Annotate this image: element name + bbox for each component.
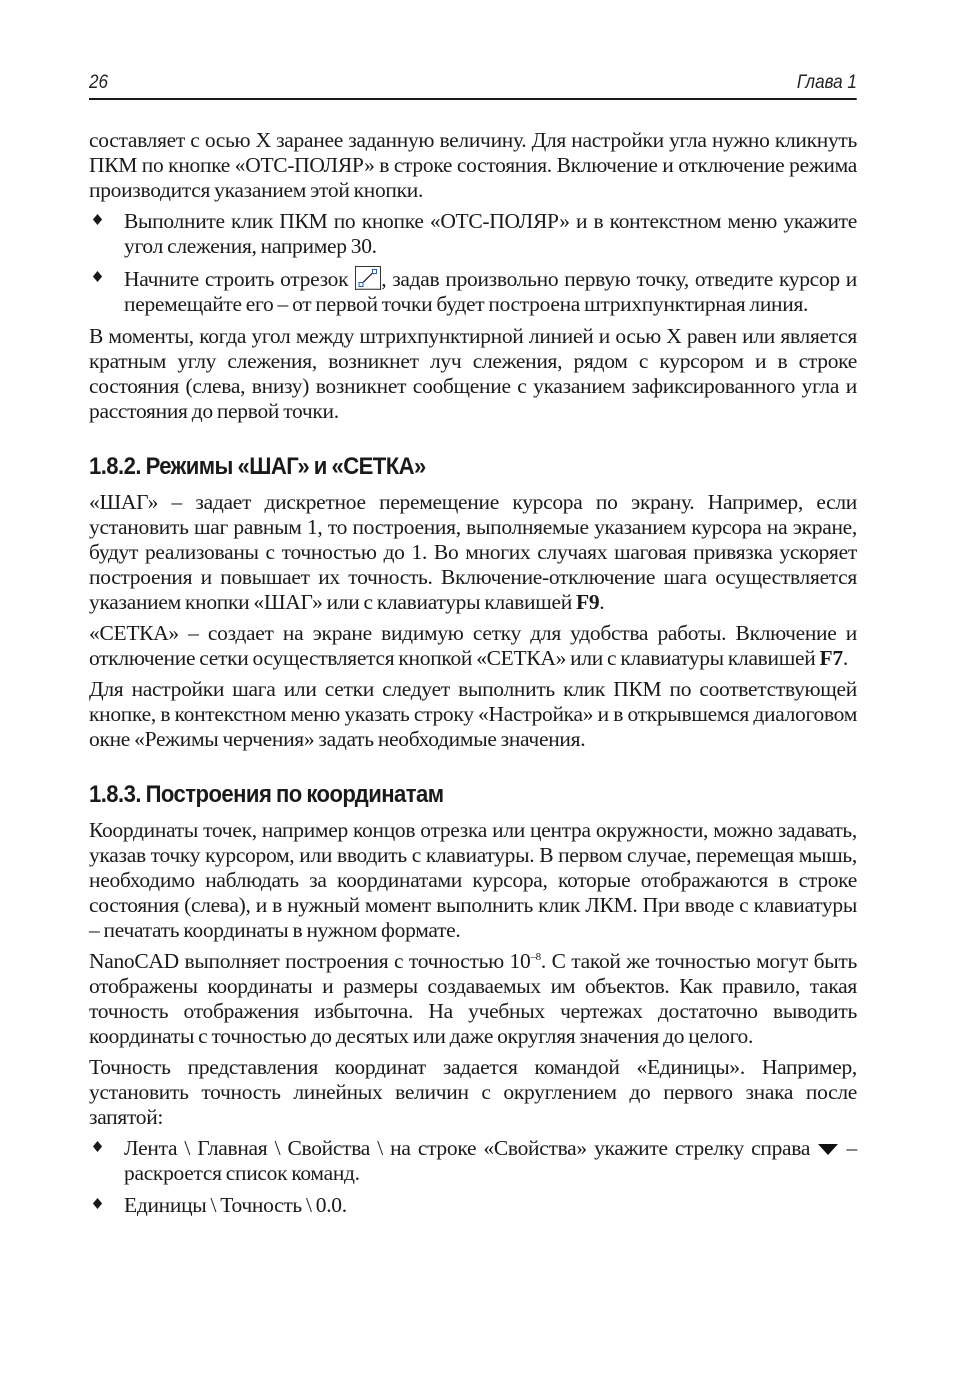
chapter-label: Глава 1 <box>796 72 857 93</box>
section-heading-1-8-3: 1.8.3. Построения по координатам <box>89 781 444 808</box>
list-item <box>89 209 857 259</box>
list-item-text: Выполните клик ПКМ по кнопке «ОТС-ПОЛЯР» и в контекстном меню укажите угол слежения, например 30. <box>124 209 857 258</box>
book-page <box>89 64 857 1225</box>
list-item <box>89 266 857 317</box>
paragraph-snap: «ШАГ» – задает дискретное перемещение курсора по экрану. Например, если установить шаг равным 1, то построения, выполняемые указанием курсора на экране, будут реализованы с точностью до 1. Во многих случаях шаговая привязка ускоряет построения и повышает их точность. Включение-отключение шага осуществляется указанием кнопки «ШАГ» или с клавиатуры клавишей F9. <box>89 490 857 614</box>
page-number: 26 <box>89 72 109 93</box>
page-body <box>89 128 857 1218</box>
key-f9: F9 <box>575 590 600 614</box>
list-item-text: Начните строить отрезок <box>124 267 355 291</box>
diamond-bullet-icon <box>92 1141 103 1152</box>
diamond-bullet-icon <box>92 214 103 225</box>
list-item <box>89 1193 857 1218</box>
paragraph-settings: Для настройки шага или сетки следует выполнить клик ПКМ по соответствующей кнопке, в контекстном меню указать строку «Настройка» и в открывшемся диалоговом окне «Режимы черчения» задать необходимые значения. <box>89 677 857 751</box>
list-item-text: , задав произвольно первую точку, отведите курсор и перемещайте его – от первой точки будет построена штрихпунктирная линия. <box>124 267 857 316</box>
paragraph-units: Точность представления координат задается командой «Единицы». Например, установить точность линейных величин с округлением до первого знака после запятой: <box>89 1055 857 1129</box>
bullet-list-polar <box>89 209 857 317</box>
section-heading-1-8-2: 1.8.2. Режимы «ШАГ» и «СЕТКА» <box>89 453 426 480</box>
line-segment-icon <box>355 266 381 290</box>
paragraph-coordinates: Координаты точек, например концов отрезка или центра окружности, можно задавать, указав точку курсором, или вводить с клавиатуры. В первом случае, перемещая мышь, необходимо наблюдать за координатами курсора, которые отображаются в строке состояния (слева), и в нужный момент выполнить клик ЛКМ. При вводе с клавиатуры – печатать координаты в нужном формате. <box>89 818 857 942</box>
down-triangle-icon <box>817 1142 839 1156</box>
list-item-text: Лента \ Главная \ Свойства \ на строке «Свойства» укажите стрелку справа <box>124 1136 818 1160</box>
list-item <box>89 1136 857 1186</box>
exponent: –8 <box>530 950 541 963</box>
list-item-text: Единицы \ Точность \ 0.0. <box>124 1193 347 1217</box>
paragraph-continuation: составляет с осью X заранее заданную величину. Для настройки угла нужно кликнуть ПКМ по кнопке «ОТС-ПОЛЯР» в строке состояния. Включение и отключение режима производится указанием этой кнопки. <box>89 128 857 202</box>
key-f7: F7 <box>819 646 843 670</box>
bullet-list-units <box>89 1136 857 1218</box>
paragraph-precision: NanoCAD выполняет построения с точностью $10^{-8}$. С такой же точностью могут быть отображены координаты и размеры создаваемых им объектов. Как правило, такая точность отображения избыточна. На учебных чертежах достаточно выводить координаты с точностью до десятых или даже округляя значения до целого. <box>89 949 857 1048</box>
running-header <box>89 64 857 100</box>
paragraph-tracking-ray: В моменты, когда угол между штрихпунктирной линией и осью X равен или является кратным углу слежения, возникнет луч слежения, рядом с курсором и в строке состояния (слева, внизу) возникнет сообщение с указанием зафиксированного угла и расстояния до первой точки. <box>89 324 857 423</box>
paragraph-grid: «СЕТКА» – создает на экране видимую сетку для удобства работы. Включение и отключение сетки осуществляется кнопкой «СЕТКА» или с клавиатуры клавишей F7. <box>89 621 857 670</box>
diamond-bullet-icon <box>92 271 103 282</box>
list-item-text: – раскроется список команд. <box>124 1136 857 1185</box>
diamond-bullet-icon <box>92 1198 103 1209</box>
